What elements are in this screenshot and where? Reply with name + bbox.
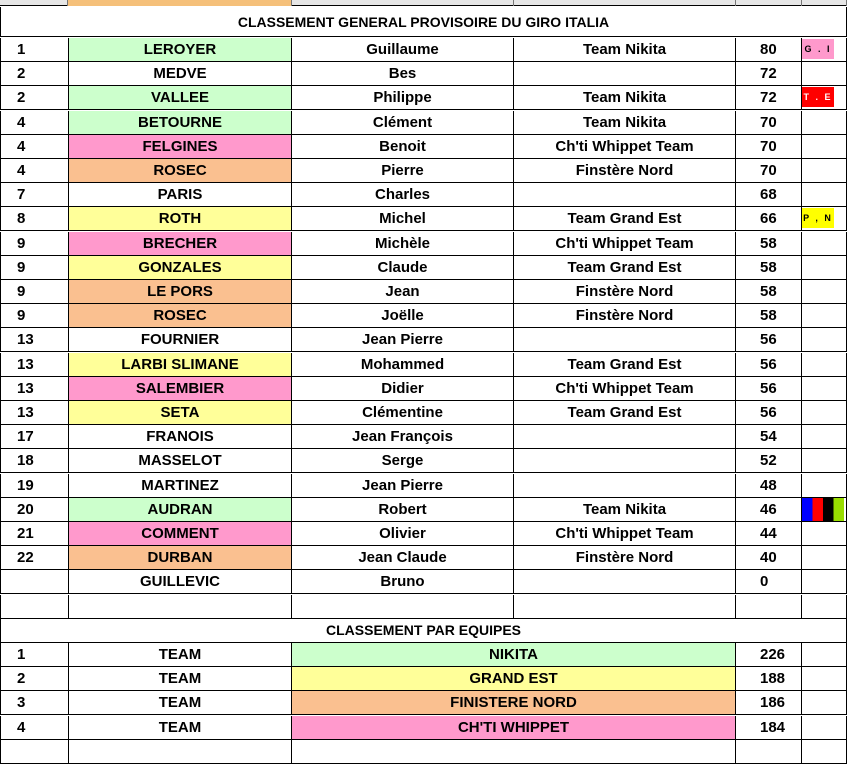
column-header-strip: [0, 0, 847, 6]
rider-first-name[interactable]: Clément: [292, 111, 514, 135]
rider-team[interactable]: Team Grand Est: [514, 207, 736, 231]
rider-rank[interactable]: 18: [0, 449, 69, 473]
rider-rank[interactable]: 7: [0, 183, 69, 207]
rider-points[interactable]: 70: [736, 159, 802, 183]
rider-row: [0, 498, 847, 522]
rider-row: [0, 256, 847, 280]
column-header-b[interactable]: [68, 0, 292, 6]
team-row: [0, 716, 847, 740]
rider-last-name[interactable]: LE PORS: [69, 280, 292, 304]
empty-cell[interactable]: [69, 740, 292, 764]
empty-cell[interactable]: [69, 595, 292, 619]
rider-jersey-cell[interactable]: [802, 353, 847, 377]
rider-jersey-cell[interactable]: [802, 522, 847, 546]
rider-jersey-cell[interactable]: [802, 62, 847, 86]
rider-jersey-cell[interactable]: [802, 570, 847, 594]
rider-first-name[interactable]: Serge: [292, 449, 514, 473]
rider-points[interactable]: 80: [736, 38, 802, 62]
rider-row: [0, 522, 847, 546]
rider-row: [0, 135, 847, 159]
empty-row: [0, 595, 847, 619]
empty-cell[interactable]: [802, 595, 847, 619]
rider-rank[interactable]: 17: [0, 425, 69, 449]
team-extra-cell[interactable]: [802, 691, 847, 715]
rider-last-name[interactable]: ROSEC: [69, 159, 292, 183]
rider-row: [0, 86, 847, 110]
rider-last-name[interactable]: SETA: [69, 401, 292, 425]
rider-rank[interactable]: 13: [0, 328, 69, 352]
rider-rank[interactable]: 2: [0, 86, 69, 110]
rider-jersey-cell[interactable]: [802, 474, 847, 498]
rider-last-name[interactable]: AUDRAN: [69, 498, 292, 522]
empty-cell[interactable]: [514, 595, 736, 619]
rider-first-name[interactable]: Clémentine: [292, 401, 514, 425]
column-header-a[interactable]: [0, 0, 68, 6]
rider-jersey-cell[interactable]: [802, 207, 847, 231]
rider-row: [0, 570, 847, 594]
rider-first-name[interactable]: Bruno: [292, 570, 514, 594]
rider-row: [0, 546, 847, 570]
rider-last-name[interactable]: SALEMBIER: [69, 377, 292, 401]
team-label[interactable]: TEAM: [69, 643, 292, 667]
rider-team[interactable]: Team Nikita: [514, 86, 736, 110]
rider-jersey-cell[interactable]: [802, 232, 847, 256]
rider-points[interactable]: 58: [736, 280, 802, 304]
rider-jersey-cell[interactable]: [802, 111, 847, 135]
jersey-badge: P , N: [802, 208, 834, 228]
empty-cell[interactable]: [802, 740, 847, 764]
rider-last-name[interactable]: FOURNIER: [69, 328, 292, 352]
rider-first-name[interactable]: Michèle: [292, 232, 514, 256]
rider-team[interactable]: Ch'ti Whippet Team: [514, 232, 736, 256]
rider-last-name[interactable]: PARIS: [69, 183, 292, 207]
rider-rank[interactable]: 9: [0, 280, 69, 304]
rider-row: [0, 401, 847, 425]
rider-first-name[interactable]: Jean François: [292, 425, 514, 449]
rider-first-name[interactable]: Philippe: [292, 86, 514, 110]
rider-team[interactable]: [514, 449, 736, 473]
rider-last-name[interactable]: BETOURNE: [69, 111, 292, 135]
rider-points[interactable]: 54: [736, 425, 802, 449]
team-label[interactable]: TEAM: [69, 667, 292, 691]
rider-first-name[interactable]: Bes: [292, 62, 514, 86]
rider-points[interactable]: 56: [736, 353, 802, 377]
rider-rank[interactable]: 21: [0, 522, 69, 546]
rider-rank[interactable]: 13: [0, 377, 69, 401]
empty-cell[interactable]: [292, 595, 514, 619]
rider-team[interactable]: Finstère Nord: [514, 280, 736, 304]
rider-team[interactable]: Team Nikita: [514, 111, 736, 135]
rider-points[interactable]: 58: [736, 304, 802, 328]
rider-row: [0, 207, 847, 231]
rider-first-name[interactable]: Michel: [292, 207, 514, 231]
rider-last-name[interactable]: BRECHER: [69, 232, 292, 256]
rider-rank[interactable]: 9: [0, 232, 69, 256]
jersey-badge: G . I: [802, 39, 834, 59]
column-header-c[interactable]: [292, 0, 514, 6]
rider-points[interactable]: 72: [736, 86, 802, 110]
team-points[interactable]: 184: [736, 716, 802, 740]
rider-points[interactable]: 46: [736, 498, 802, 522]
rider-points[interactable]: 58: [736, 232, 802, 256]
rider-jersey-cell[interactable]: [802, 498, 847, 522]
rider-first-name[interactable]: Jean Pierre: [292, 474, 514, 498]
team-points[interactable]: 188: [736, 667, 802, 691]
rider-team[interactable]: Team Nikita: [514, 498, 736, 522]
team-rank[interactable]: 3: [0, 691, 69, 715]
rider-row: [0, 328, 847, 352]
rider-rank[interactable]: 19: [0, 474, 69, 498]
team-name[interactable]: FINISTERE NORD: [292, 691, 736, 715]
rider-team[interactable]: Team Grand Est: [514, 353, 736, 377]
rider-row: [0, 111, 847, 135]
rider-team[interactable]: Ch'ti Whippet Team: [514, 135, 736, 159]
rider-first-name[interactable]: Olivier: [292, 522, 514, 546]
rider-team[interactable]: Finstère Nord: [514, 546, 736, 570]
empty-cell[interactable]: [0, 740, 69, 764]
empty-row: [0, 740, 847, 764]
rider-jersey-cell[interactable]: [802, 328, 847, 352]
rider-rank[interactable]: 4: [0, 135, 69, 159]
rider-row: [0, 62, 847, 86]
rider-row: [0, 474, 847, 498]
rider-row: [0, 425, 847, 449]
team-points[interactable]: 226: [736, 643, 802, 667]
rider-last-name[interactable]: LARBI SLIMANE: [69, 353, 292, 377]
rider-jersey-cell[interactable]: [802, 183, 847, 207]
rider-team[interactable]: [514, 183, 736, 207]
rider-team[interactable]: Ch'ti Whippet Team: [514, 377, 736, 401]
empty-cell[interactable]: [736, 740, 802, 764]
general-title[interactable]: CLASSEMENT GENERAL PROVISOIRE DU GIRO ITALIA: [0, 7, 847, 37]
rider-points[interactable]: 44: [736, 522, 802, 546]
rider-points[interactable]: 0: [736, 570, 802, 594]
rider-last-name[interactable]: LEROYER: [69, 38, 292, 62]
column-header-f[interactable]: [802, 0, 847, 6]
rider-rank[interactable]: 13: [0, 353, 69, 377]
team-name[interactable]: CH'TI WHIPPET: [292, 716, 736, 740]
rider-jersey-cell[interactable]: [802, 449, 847, 473]
jersey-badge: T . E: [802, 87, 834, 107]
rider-team[interactable]: Team Grand Est: [514, 256, 736, 280]
rider-points[interactable]: 70: [736, 135, 802, 159]
rider-rank[interactable]: 22: [0, 546, 69, 570]
empty-cell[interactable]: [292, 740, 736, 764]
rider-last-name[interactable]: GONZALES: [69, 256, 292, 280]
rider-first-name[interactable]: Claude: [292, 256, 514, 280]
rider-last-name[interactable]: GUILLEVIC: [69, 570, 292, 594]
rider-rank[interactable]: 20: [0, 498, 69, 522]
team-row: [0, 691, 847, 715]
rider-points[interactable]: 52: [736, 449, 802, 473]
rider-rank[interactable]: 8: [0, 207, 69, 231]
team-row: [0, 643, 847, 667]
rider-last-name[interactable]: ROSEC: [69, 304, 292, 328]
rider-row: [0, 159, 847, 183]
rider-last-name[interactable]: FELGINES: [69, 135, 292, 159]
rider-row: [0, 183, 847, 207]
rider-last-name[interactable]: ROTH: [69, 207, 292, 231]
multicolor-jersey-icon: [802, 498, 844, 521]
rider-points[interactable]: 66: [736, 207, 802, 231]
rider-points[interactable]: 56: [736, 377, 802, 401]
rider-first-name[interactable]: Jean Pierre: [292, 328, 514, 352]
rider-last-name[interactable]: FRANOIS: [69, 425, 292, 449]
column-header-d[interactable]: [514, 0, 736, 6]
rider-jersey-cell[interactable]: [802, 425, 847, 449]
rider-row: [0, 353, 847, 377]
teams-title[interactable]: CLASSEMENT PAR EQUIPES: [0, 619, 847, 643]
rider-last-name[interactable]: MEDVE: [69, 62, 292, 86]
rider-team[interactable]: Finstère Nord: [514, 304, 736, 328]
rider-jersey-cell[interactable]: [802, 546, 847, 570]
rider-jersey-cell[interactable]: [802, 401, 847, 425]
rider-team[interactable]: Ch'ti Whippet Team: [514, 522, 736, 546]
rider-jersey-cell[interactable]: [802, 86, 847, 110]
rider-team[interactable]: [514, 62, 736, 86]
general-title-row: [0, 7, 847, 37]
empty-cell[interactable]: [0, 595, 69, 619]
rider-jersey-cell[interactable]: [802, 377, 847, 401]
rider-jersey-cell[interactable]: [802, 304, 847, 328]
rider-jersey-cell[interactable]: [802, 135, 847, 159]
rider-first-name[interactable]: Charles: [292, 183, 514, 207]
rider-points[interactable]: 56: [736, 401, 802, 425]
rider-team[interactable]: Team Grand Est: [514, 401, 736, 425]
team-rank[interactable]: 1: [0, 643, 69, 667]
rider-jersey-cell[interactable]: [802, 256, 847, 280]
rider-last-name[interactable]: MASSELOT: [69, 449, 292, 473]
rider-last-name[interactable]: MARTINEZ: [69, 474, 292, 498]
rider-row: [0, 232, 847, 256]
empty-cell[interactable]: [736, 595, 802, 619]
teams-title-row: [0, 619, 847, 643]
rider-first-name[interactable]: Benoit: [292, 135, 514, 159]
rider-first-name[interactable]: Pierre: [292, 159, 514, 183]
rider-rank[interactable]: 1: [0, 38, 69, 62]
team-rank[interactable]: 4: [0, 716, 69, 740]
team-points[interactable]: 186: [736, 691, 802, 715]
rider-points[interactable]: 48: [736, 474, 802, 498]
rider-team[interactable]: [514, 474, 736, 498]
rider-rank[interactable]: 2: [0, 62, 69, 86]
rider-points[interactable]: 58: [736, 256, 802, 280]
rider-row: [0, 449, 847, 473]
rider-rank[interactable]: 4: [0, 159, 69, 183]
rider-rank[interactable]: 9: [0, 256, 69, 280]
rider-rank[interactable]: 13: [0, 401, 69, 425]
team-extra-cell[interactable]: [802, 716, 847, 740]
rider-points[interactable]: 72: [736, 62, 802, 86]
rider-row: [0, 377, 847, 401]
team-name[interactable]: GRAND EST: [292, 667, 736, 691]
team-row: [0, 667, 847, 691]
rider-row: [0, 304, 847, 328]
rider-first-name[interactable]: Mohammed: [292, 353, 514, 377]
rider-rank[interactable]: [0, 570, 69, 594]
column-header-e[interactable]: [736, 0, 802, 6]
rider-rank[interactable]: 4: [0, 111, 69, 135]
rider-points[interactable]: 40: [736, 546, 802, 570]
rider-first-name[interactable]: Jean: [292, 280, 514, 304]
rider-team[interactable]: [514, 328, 736, 352]
rider-team[interactable]: [514, 425, 736, 449]
rider-last-name[interactable]: DURBAN: [69, 546, 292, 570]
team-extra-cell[interactable]: [802, 667, 847, 691]
rider-points[interactable]: 70: [736, 111, 802, 135]
rider-jersey-cell[interactable]: [802, 280, 847, 304]
rider-rank[interactable]: 9: [0, 304, 69, 328]
rider-team[interactable]: Finstère Nord: [514, 159, 736, 183]
rider-points[interactable]: 68: [736, 183, 802, 207]
rider-first-name[interactable]: Robert: [292, 498, 514, 522]
rider-team[interactable]: [514, 570, 736, 594]
rider-last-name[interactable]: COMMENT: [69, 522, 292, 546]
rider-first-name[interactable]: Guillaume: [292, 38, 514, 62]
rider-first-name[interactable]: Jean Claude: [292, 546, 514, 570]
rider-row: [0, 280, 847, 304]
rider-last-name[interactable]: VALLEE: [69, 86, 292, 110]
rider-first-name[interactable]: Didier: [292, 377, 514, 401]
rider-team[interactable]: Team Nikita: [514, 38, 736, 62]
rider-jersey-cell[interactable]: [802, 159, 847, 183]
rider-first-name[interactable]: Joëlle: [292, 304, 514, 328]
rider-points[interactable]: 56: [736, 328, 802, 352]
spacer-row: [0, 37, 847, 61]
team-rank[interactable]: 2: [0, 667, 69, 691]
team-label[interactable]: TEAM: [69, 691, 292, 715]
team-label[interactable]: TEAM: [69, 716, 292, 740]
team-extra-cell[interactable]: [802, 643, 847, 667]
team-name[interactable]: NIKITA: [292, 643, 736, 667]
